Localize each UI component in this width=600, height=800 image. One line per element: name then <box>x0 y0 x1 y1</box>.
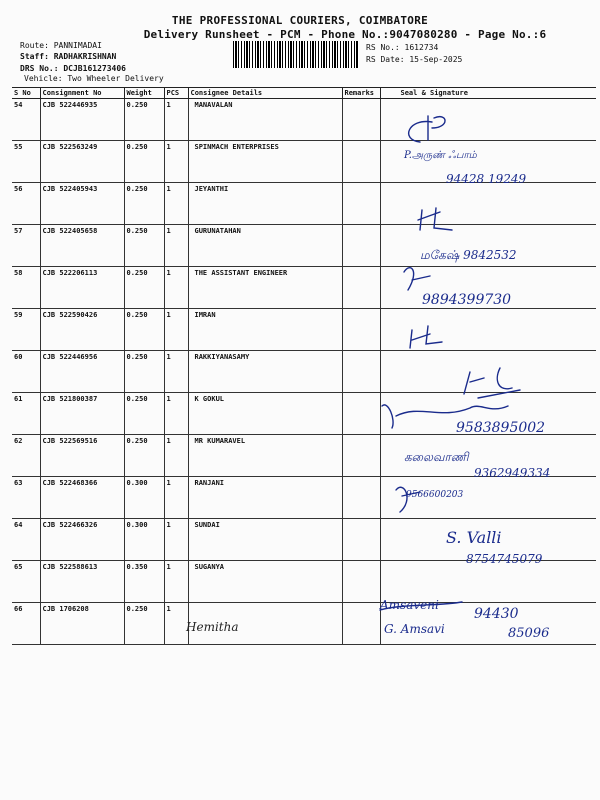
runsheet-title: Delivery Runsheet - PCM - Phone No.:9047080280 - Page No.:6 <box>143 28 547 41</box>
row-pcs: 1 <box>164 477 188 519</box>
rs-date-value: 15-Sep-2025 <box>409 55 463 64</box>
drs-label: DRS No.: <box>20 64 59 73</box>
handwriting-66-b: 94430 <box>474 606 519 622</box>
row-consignment-no: CJB 522563249 <box>40 141 124 183</box>
handwriting-64-b: 8754745079 <box>466 552 543 566</box>
col-remarks: Remarks <box>342 88 380 99</box>
handwriting-58: 9894399730 <box>422 292 512 308</box>
row-pcs: 1 <box>164 351 188 393</box>
vehicle-label: Vehicle: <box>24 74 63 83</box>
row-consignee: JEYANTHI <box>188 183 342 225</box>
row-consignment-no: CJB 522588613 <box>40 561 124 603</box>
row-weight: 0.250 <box>124 393 164 435</box>
handwriting-62-a: கலைவாணி <box>404 450 469 464</box>
row-consignee: SUGANYA <box>188 561 342 603</box>
row-consignment-no: CJB 522446935 <box>40 99 124 141</box>
row-weight: 0.250 <box>124 603 164 645</box>
col-sno: S No <box>12 88 40 99</box>
row-consignee: RANJANI <box>188 477 342 519</box>
row-weight: 0.350 <box>124 561 164 603</box>
route-value: PANNIMADAI <box>53 41 102 50</box>
signature-58 <box>404 268 430 290</box>
handwriting-63: 9566600203 <box>406 490 464 500</box>
col-consignment: Consignment No <box>40 88 124 99</box>
row-pcs: 1 <box>164 435 188 477</box>
handwriting-55-a: P.அருண் ஃபாம் <box>404 150 477 161</box>
row-consignee: SPINMACH ENTERPRISES <box>188 141 342 183</box>
handwriting-61: 9583895002 <box>456 420 546 436</box>
signature-59 <box>410 326 442 348</box>
row-pcs: 1 <box>164 141 188 183</box>
row-pcs: 1 <box>164 225 188 267</box>
row-weight: 0.250 <box>124 183 164 225</box>
row-weight: 0.250 <box>124 309 164 351</box>
route-label: Route: <box>20 41 49 50</box>
drs-value: DCJB161273406 <box>63 64 126 73</box>
row-sno: 65 <box>12 561 40 603</box>
row-consignee: RAKKIYANASAMY <box>188 351 342 393</box>
row-sno: 64 <box>12 519 40 561</box>
row-consignment-no: CJB 522206113 <box>40 267 124 309</box>
row-sno: 56 <box>12 183 40 225</box>
row-consignment-no: CJB 522569516 <box>40 435 124 477</box>
col-consignee: Consignee Details <box>188 88 342 99</box>
rs-no-value: 1612734 <box>404 43 439 52</box>
row-pcs: 1 <box>164 519 188 561</box>
handwriting-66-consignee: Hemitha <box>186 620 239 634</box>
row-sno: 57 <box>12 225 40 267</box>
staff-value: RADHAKRISHNAN <box>53 52 117 61</box>
signature-60 <box>464 368 520 398</box>
row-consignment-no: CJB 522446956 <box>40 351 124 393</box>
row-weight: 0.250 <box>124 225 164 267</box>
row-consignment-no: CJB 522468366 <box>40 477 124 519</box>
row-weight: 0.250 <box>124 435 164 477</box>
row-weight: 0.300 <box>124 477 164 519</box>
row-pcs: 1 <box>164 183 188 225</box>
row-sno: 58 <box>12 267 40 309</box>
row-consignee: MANAVALAN <box>188 99 342 141</box>
handwriting-66-d: 85096 <box>508 626 550 641</box>
signature-56 <box>418 208 452 230</box>
row-weight: 0.250 <box>124 141 164 183</box>
row-weight: 0.250 <box>124 267 164 309</box>
row-consignment-no: CJB 522590426 <box>40 309 124 351</box>
staff-label: Staff: <box>20 52 49 61</box>
row-sno: 54 <box>12 99 40 141</box>
row-consignee: IMRAN <box>188 309 342 351</box>
handwriting-62-b: 9362949334 <box>474 466 551 480</box>
row-consignment-no: CJB 522405943 <box>40 183 124 225</box>
row-pcs: 1 <box>164 99 188 141</box>
row-consignment-no: CJB 521800387 <box>40 393 124 435</box>
row-pcs: 1 <box>164 603 188 645</box>
row-consignee: THE ASSISTANT ENGINEER <box>188 267 342 309</box>
row-sno: 55 <box>12 141 40 183</box>
row-weight: 0.250 <box>124 99 164 141</box>
col-weight: Weight <box>124 88 164 99</box>
row-sno: 66 <box>12 603 40 645</box>
row-pcs: 1 <box>164 561 188 603</box>
row-consignment-no: CJB 1706208 <box>40 603 124 645</box>
row-sno: 60 <box>12 351 40 393</box>
row-consignee: GURUNATAHAN <box>188 225 342 267</box>
row-pcs: 1 <box>164 267 188 309</box>
handwriting-66-c: G. Amsavi <box>384 622 445 636</box>
row-pcs: 1 <box>164 393 188 435</box>
row-sno: 62 <box>12 435 40 477</box>
row-sno: 63 <box>12 477 40 519</box>
row-weight: 0.250 <box>124 351 164 393</box>
row-sno: 59 <box>12 309 40 351</box>
row-consignee: SUNDAI <box>188 519 342 561</box>
rs-date-label: RS Date: <box>366 55 405 64</box>
handwriting-66-a: Amsaveni <box>380 598 439 612</box>
row-weight: 0.300 <box>124 519 164 561</box>
signature-54 <box>409 116 445 142</box>
row-sno: 61 <box>12 393 40 435</box>
col-pcs: PCS <box>164 88 188 99</box>
row-consignee: K GOKUL <box>188 393 342 435</box>
row-consignment-no: CJB 522405658 <box>40 225 124 267</box>
rs-no-label: RS No.: <box>366 43 400 52</box>
row-pcs: 1 <box>164 309 188 351</box>
handwriting-55-b: 94428 19249 <box>446 172 527 186</box>
handwriting-64-a: S. Valli <box>446 528 502 547</box>
company-title: THE PROFESSIONAL COURIERS, COIMBATORE <box>171 14 429 27</box>
row-consignee: MR KUMARAVEL <box>188 435 342 477</box>
handwriting-57: மகேஷ் 9842532 <box>420 248 517 262</box>
vehicle-value: Two Wheeler Delivery <box>67 74 164 83</box>
col-seal-signature: Seal & Signature <box>380 88 596 99</box>
row-consignment-no: CJB 522466326 <box>40 519 124 561</box>
